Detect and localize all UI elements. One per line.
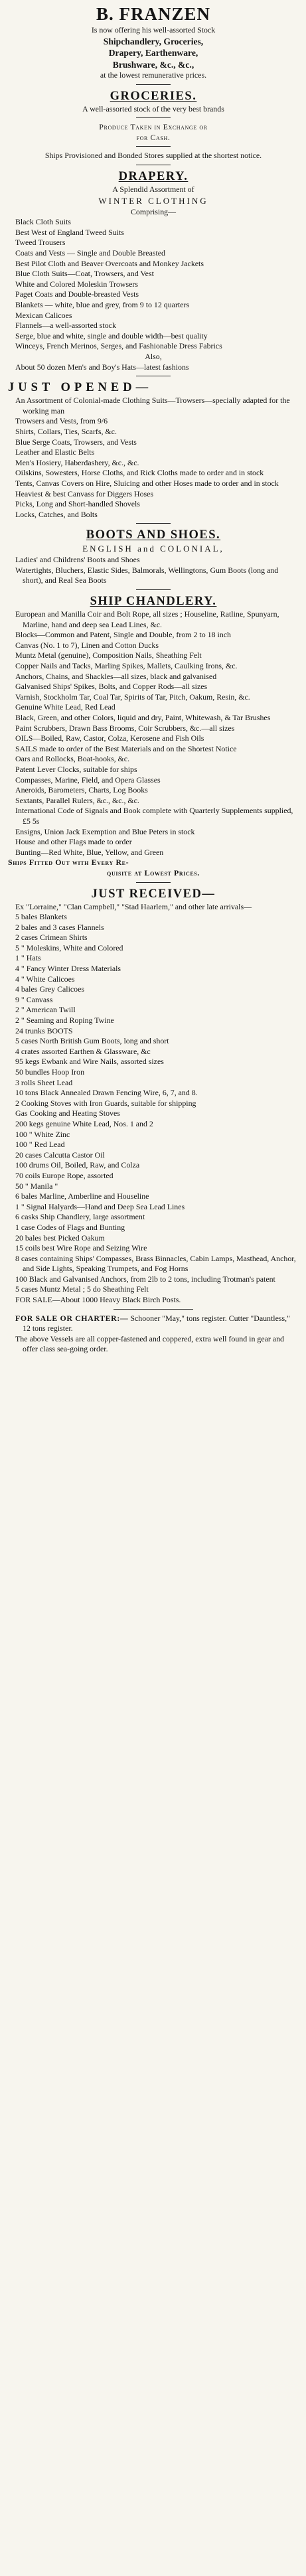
list-item: 100 drums Oil, Boiled, Raw, and Colza: [15, 1160, 140, 1170]
list-item: 20 bales best Picked Oakum: [15, 1233, 105, 1243]
list-item: 50 " Manila ": [15, 1181, 58, 1191]
list-item: Locks, Catches, and Bolts: [15, 509, 98, 519]
comprising: Comprising—: [130, 206, 177, 216]
list-item: Bunting—Red White, Blue, Yellow, and Green: [15, 847, 164, 857]
list-item: Best West of England Tweed Suits: [15, 227, 124, 237]
list-item: OILS—Boiled, Raw, Castor, Colza, Kerosene and Fish Oils: [15, 733, 204, 743]
list-item: Serge, blue and white, single and double width—best quality: [15, 331, 208, 341]
list-item: 5 bales Blankets: [15, 912, 67, 922]
fitted-out-line: Ships Fitted Out with Every Re-: [8, 858, 129, 868]
list-item: 10 tons Black Annealed Drawn Fencing Wire, 6, 7, and 8.: [15, 1088, 198, 1098]
list-item: Canvas (No. 1 to 7), Linen and Cotton Ducks: [15, 640, 159, 650]
list-item: Men's Hosiery, Haberdashery, &c., &c.: [15, 457, 139, 467]
list-item: 5 " Moleskins, White and Colored: [15, 943, 123, 952]
ship-chandlery-list: [8, 609, 299, 858]
list-item: House and other Flags made to order: [15, 837, 132, 847]
received-list: [8, 912, 299, 1306]
list-item: Leather and Elastic Belts: [15, 447, 95, 457]
list-item: 200 kegs genuine White Lead, Nos. 1 and 2: [15, 1118, 153, 1128]
list-item: 5 cases North British Gum Boots, long and short: [15, 1036, 169, 1046]
list-item: Ladies' and Childrens' Boots and Shoes: [15, 555, 140, 565]
list-item: 95 kegs Ewbank and Wire Nails, assorted sizes: [15, 1057, 164, 1067]
section-title-just-received: JUST RECEIVED—: [91, 887, 216, 901]
list-item: Blocks—Common and Patent, Single and Double, from 2 to 18 inch: [15, 630, 231, 640]
list-item: Mexican Calicoes: [15, 310, 72, 320]
list-item: Aneroids, Barometers, Charts, Log Books: [15, 785, 148, 795]
list-item: 24 trunks BOOTS: [15, 1025, 73, 1035]
trades-line: Drapery, Earthenware,: [108, 48, 198, 58]
list-item: 9 " Canvass: [15, 994, 53, 1004]
charter-vessels: Schooner "May," tons register. Cutter "Dauntless," 12 tons register.: [23, 1313, 290, 1333]
groceries-line: A well-assorted stock of the very best brands: [82, 104, 224, 114]
ships-provisioned: Ships Provisioned and Bonded Stores supplied at the shortest notice.: [44, 151, 262, 161]
list-item: 1 case Codes of Flags and Bunting: [15, 1222, 125, 1232]
section-title-ship-chandlery: SHIP CHANDLERY.: [90, 595, 217, 609]
list-item: International Code of Signals and Book complete with Quarterly Supplements supplied, £5 5s: [15, 806, 293, 826]
list-item: Tents, Canvas Covers on Hire, Sluicing and other Hoses made to order and in stock: [15, 478, 279, 488]
list-item: Compasses, Marine, Field, and Opera Glasses: [15, 775, 161, 785]
charter-text: The above Vessels are all copper-fastened and coppered, extra well found in gear and offer class sea-going order.: [15, 1333, 284, 1354]
divider: [136, 84, 171, 85]
prices-line: at the lowest remunerative prices.: [100, 70, 207, 80]
list-item: Paint Scrubbers, Drawn Bass Brooms, Coir Scrubbers, &c.—all sizes: [15, 723, 235, 733]
fitted-out-line: quisite at Lowest Prices.: [107, 868, 200, 877]
list-item: Blankets — white, blue and grey, from 9 to 12 quarters: [15, 300, 190, 309]
list-item: 6 bales Marline, Amberline and Houseline: [15, 1191, 149, 1201]
list-item: Muntz Metal (genuine), Composition Nails, Sheathing Felt: [15, 650, 202, 660]
list-item: European and Manilla Coir and Bolt Rope, all sizes ; Houseline, Ratline, Spunyarn, Marline, hand and deep sea Lead Lines, &c.: [15, 609, 279, 629]
list-item: 3 rolls Sheet Lead: [15, 1077, 73, 1087]
list-item: 1 " Hats: [15, 953, 41, 963]
list-item: Shirts, Collars, Ties, Scarfs, &c.: [15, 426, 117, 436]
list-item: Trowsers and Vests, from 9/6: [15, 416, 108, 426]
divider: [136, 589, 171, 590]
list-item: 4 crates assorted Earthen & Glassware, &c: [15, 1046, 151, 1056]
list-item: 15 coils best Wire Rope and Seizing Wire: [15, 1243, 147, 1253]
charter-lead: FOR SALE OR CHARTER:—: [15, 1313, 129, 1323]
list-item: 50 bundles Hoop Iron: [15, 1067, 85, 1077]
divider: [136, 117, 171, 118]
list-item: Galvanised Ships' Spikes, Bolts, and Copper Rods—all sizes: [15, 682, 208, 692]
just-opened-list: [8, 396, 299, 520]
list-item: 20 cases Calcutta Castor Oil: [15, 1150, 105, 1160]
list-item: 100 Black and Galvanised Anchors, from 2lb to 2 tons, including Trotman's patent: [15, 1274, 275, 1284]
charter-notice: [8, 1314, 299, 1334]
list-item: Patent Lever Clocks, suitable for ships: [15, 764, 137, 774]
list-item: 4 " Fancy Winter Dress Materials: [15, 964, 121, 974]
list-item: White and Colored Moleskin Trowsers: [15, 279, 138, 289]
list-item: Varnish, Stockholm Tar, Coal Tar, Spirits of Tar, Pitch, Oakum, Resin, &c.: [15, 692, 250, 702]
list-item: Picks, Long and Short-handled Shovels: [15, 499, 140, 509]
trades-line: Shipchandlery, Groceries,: [103, 36, 204, 46]
list-item: 2 " American Twill: [15, 1005, 76, 1015]
list-item: 2 bales and 3 cases Flannels: [15, 922, 104, 932]
list-item: 100 " Red Lead: [15, 1140, 65, 1150]
list-item: Ensigns, Union Jack Exemption and Blue Peters in stock: [15, 826, 195, 836]
list-item: 8 cases containing Ships' Compasses, Brass Binnacles, Cabin Lamps, Masthead, Anchor, and Side Lights, Speaking Trumpets, and Fog Horns: [15, 1253, 296, 1274]
divider: [136, 882, 171, 883]
divider: [136, 523, 171, 524]
section-title-groceries: GROCERIES.: [110, 89, 197, 103]
list-item: 4 bales Grey Calicoes: [15, 984, 85, 994]
boots-list: [8, 555, 299, 586]
boots-subtitle: ENGLISH and COLONIAL,: [82, 544, 224, 554]
section-title-boots: BOOTS AND SHOES.: [86, 528, 221, 542]
list-item: Black Cloth Suits: [15, 217, 71, 227]
drapery-list: [8, 217, 299, 372]
list-item: Gas Cooking and Heating Stoves: [15, 1108, 120, 1118]
arrivals-line: Ex "Lorraine," "Clan Campbell," "Stad Haarlem," and other late arrivals—: [15, 901, 252, 911]
list-item: Blue Cloth Suits—Coat, Trowsers, and Vest: [15, 269, 154, 279]
list-item: Winceys, French Merinos, Serges, and Fashionable Dress Fabrics: [15, 341, 222, 351]
list-item: Also,: [145, 351, 162, 361]
drapery-intro: A Splendid Assortment of: [112, 185, 194, 194]
list-item: Sextants, Parallel Rulers, &c., &c., &c.: [15, 795, 139, 805]
list-item: Oilskins, Sowesters, Horse Cloths, and Rick Cloths made to order and in stock: [15, 468, 264, 478]
section-title-drapery: DRAPERY.: [118, 170, 189, 184]
trades-line: Brushware, &c., &c.,: [112, 59, 194, 70]
section-title-just-opened: JUST OPENED—: [8, 381, 153, 395]
list-item: Copper Nails and Tacks, Marling Spikes, Mallets, Caulking Irons, &c.: [15, 661, 238, 671]
winter-clothing: WINTER CLOTHING: [98, 195, 208, 206]
list-item: Watertights, Bluchers, Elastic Sides, Balmorals, Wellingtons, Gum Boots (long and short), and Real Sea Boots: [15, 565, 279, 585]
list-item: 70 coils Europe Rope, assorted: [15, 1170, 114, 1180]
list-item: Tweed Trousers: [15, 238, 66, 248]
list-item: 100 " White Zinc: [15, 1129, 70, 1139]
list-item: Best Pilot Cloth and Beaver Overcoats and Monkey Jackets: [15, 258, 204, 268]
list-item: 2 Cooking Stoves with Iron Guards, suitable for shipping: [15, 1098, 196, 1108]
list-item: Coats and Vests — Single and Double Breasted: [15, 248, 166, 258]
divider: [136, 146, 171, 147]
list-item: Paget Coats and Double-breasted Vests: [15, 289, 139, 299]
list-item: Oars and Rollocks, Boat-hooks, &c.: [15, 754, 130, 764]
list-item: SAILS made to order of the Best Materials and on the Shortest Notice: [15, 743, 237, 753]
intro-line: Is now offering his well-assorted Stock: [91, 25, 216, 35]
list-item: 5 cases Muntz Metal ; 5 do Sheathing Felt: [15, 1284, 149, 1294]
list-item: 4 " White Calicoes: [15, 974, 75, 984]
list-item: Blue Serge Coats, Trowsers, and Vests: [15, 437, 137, 447]
list-item: 2 cases Crimean Shirts: [15, 933, 88, 943]
list-item: Genuine White Lead, Red Lead: [15, 702, 115, 712]
produce-line: Produce Taken in Exchange or: [99, 122, 208, 132]
merchant-name: B. FRANZEN: [96, 4, 210, 24]
list-item: FOR SALE—About 1000 Heavy Black Birch Posts.: [15, 1295, 181, 1305]
list-item: Black, Green, and other Colors, liquid and dry, Paint, Whitewash, & Tar Brushes: [15, 713, 271, 722]
list-item: 1 " Signal Halyards—Hand and Deep Sea Lead Lines: [15, 1201, 185, 1211]
list-item: 2 " Seaming and Roping Twine: [15, 1016, 114, 1025]
list-item: Anchors, Chains, and Shackles—all sizes, black and galvanised: [15, 671, 217, 681]
divider: [114, 1309, 193, 1310]
list-item: Heaviest & best Canvass for Diggers Hoses: [15, 489, 154, 498]
list-item: About 50 dozen Men's and Boy's Hats—latest fashions: [15, 362, 189, 372]
list-item: Flannels—a well-assorted stock: [15, 321, 116, 331]
list-item: An Assortment of Colonial-made Clothing Suits—Trowsers—specially adapted for the working man: [15, 396, 290, 416]
produce-line: for Cash.: [136, 132, 171, 142]
list-item: 6 casks Ship Chandlery, large assortment: [15, 1212, 145, 1222]
